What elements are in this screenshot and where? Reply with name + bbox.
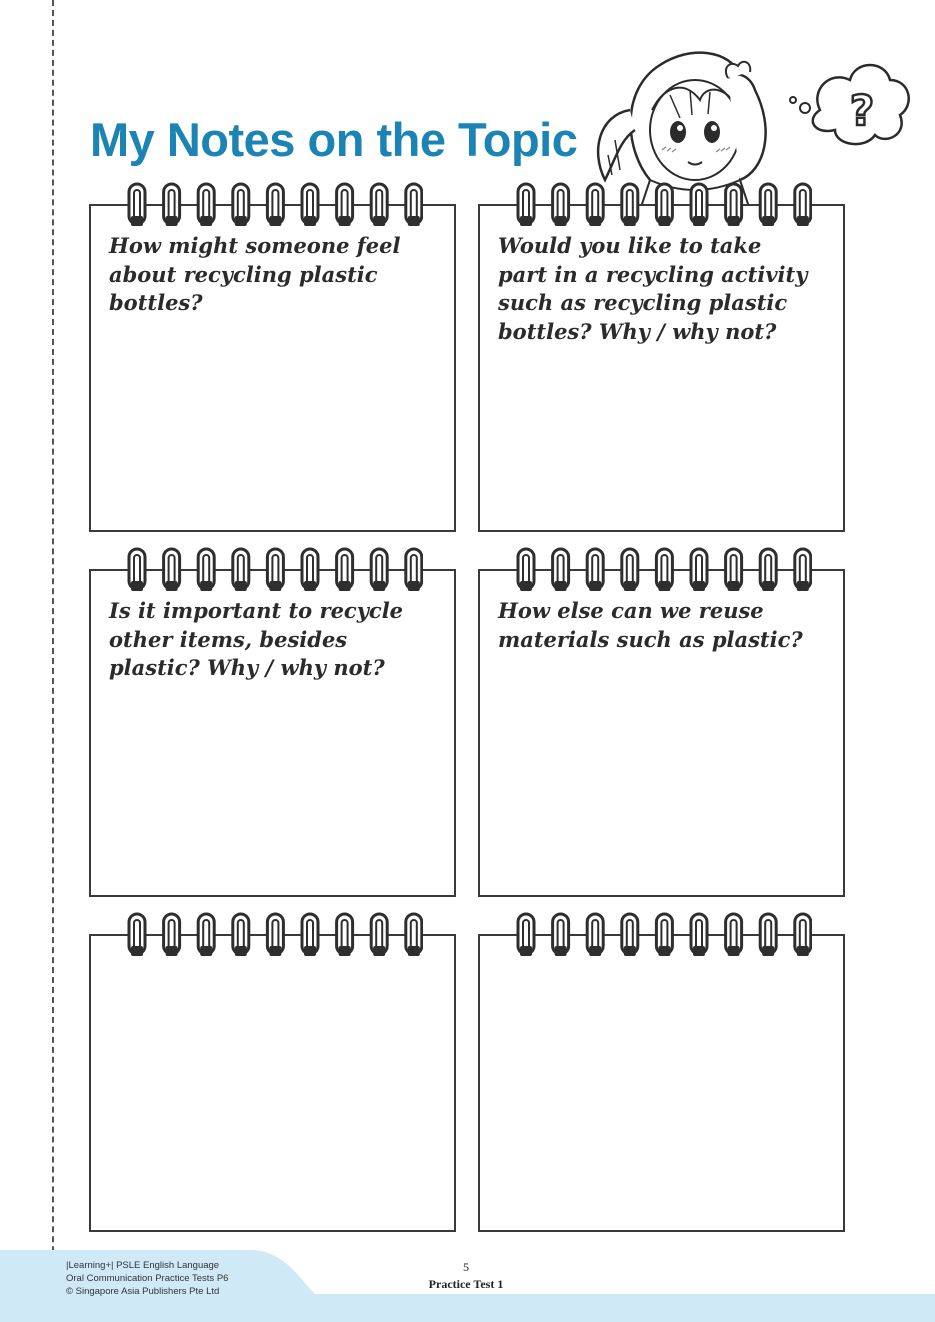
spiral-ring [302, 184, 318, 226]
spiral-ring [518, 184, 534, 226]
spiral-ring [406, 184, 422, 226]
note-card-4 [478, 569, 845, 897]
spiral-ring [198, 549, 214, 591]
spiral-ring [622, 184, 638, 226]
spiral-ring [587, 184, 603, 226]
spiral-rings-icon [512, 912, 812, 958]
spiral-ring [371, 549, 387, 591]
note-question: How else can we reuse materials such as plastic? [498, 598, 803, 652]
spiral-ring [337, 549, 353, 591]
note-card-3 [89, 569, 456, 897]
cut-line [52, 0, 54, 1322]
spiral-rings-icon [123, 912, 423, 958]
spiral-ring [267, 184, 283, 226]
spiral-ring [760, 184, 776, 226]
publisher-info [66, 1259, 228, 1298]
spiral-ring [795, 184, 811, 226]
spiral-ring [129, 549, 145, 591]
spiral-ring [795, 914, 811, 956]
spiral-ring [302, 914, 318, 956]
spiral-ring [164, 549, 180, 591]
spiral-ring [233, 184, 249, 226]
spiral-ring [164, 914, 180, 956]
spiral-ring [587, 914, 603, 956]
spiral-ring [518, 914, 534, 956]
spiral-ring [656, 184, 672, 226]
question-cloud-icon [790, 65, 909, 144]
page-footer [366, 1259, 566, 1293]
spiral-ring [726, 549, 742, 591]
spiral-ring [129, 914, 145, 956]
spiral-ring [656, 549, 672, 591]
spiral-ring [267, 914, 283, 956]
spiral-ring [553, 549, 569, 591]
spiral-ring [371, 914, 387, 956]
spiral-ring [233, 914, 249, 956]
spiral-rings-icon [512, 547, 812, 593]
page-title: My Notes on the Topic [90, 113, 578, 166]
spiral-ring [726, 184, 742, 226]
spiral-ring [553, 184, 569, 226]
spiral-ring [553, 914, 569, 956]
spiral-ring [622, 914, 638, 956]
spiral-rings-icon [123, 547, 423, 593]
note-question: Would you like to take part in a recycling activity such as recycling plastic bottles? Why / why not? [498, 233, 808, 344]
spiral-ring [760, 549, 776, 591]
spiral-ring [726, 914, 742, 956]
publisher-line: Oral Communication Practice Tests P6 [66, 1273, 229, 1284]
spiral-rings-icon [123, 182, 423, 228]
note-card-5 [89, 934, 456, 1232]
spiral-ring [518, 549, 534, 591]
spiral-ring [622, 549, 638, 591]
spiral-ring [691, 184, 707, 226]
note-card-1 [89, 204, 456, 532]
svg-text:?: ? [849, 86, 875, 135]
spiral-ring [406, 549, 422, 591]
section-label: Practice Test 1 [428, 1277, 504, 1291]
publisher-line: |Learning+| PSLE English Language [66, 1260, 220, 1271]
spiral-rings-icon [512, 182, 812, 228]
spiral-ring [198, 914, 214, 956]
note-question: How might someone feel about recycling plastic bottles? [109, 233, 401, 315]
spiral-ring [691, 549, 707, 591]
spiral-ring [691, 914, 707, 956]
spiral-ring [656, 914, 672, 956]
spiral-ring [267, 549, 283, 591]
spiral-ring [302, 549, 318, 591]
spiral-ring [337, 184, 353, 226]
spiral-ring [760, 914, 776, 956]
spiral-ring [406, 914, 422, 956]
note-question: Is it important to recycle other items, besides plastic? Why / why not? [109, 598, 404, 680]
spiral-ring [795, 549, 811, 591]
note-card-2 [478, 204, 845, 532]
spiral-ring [164, 184, 180, 226]
spiral-ring [587, 549, 603, 591]
page-number: 5 [463, 1260, 469, 1274]
publisher-line: © Singapore Asia Publishers Pte Ltd [66, 1286, 220, 1297]
spiral-ring [337, 914, 353, 956]
spiral-ring [233, 549, 249, 591]
note-card-6 [478, 934, 845, 1232]
spiral-ring [371, 184, 387, 226]
spiral-ring [129, 184, 145, 226]
spiral-ring [198, 184, 214, 226]
